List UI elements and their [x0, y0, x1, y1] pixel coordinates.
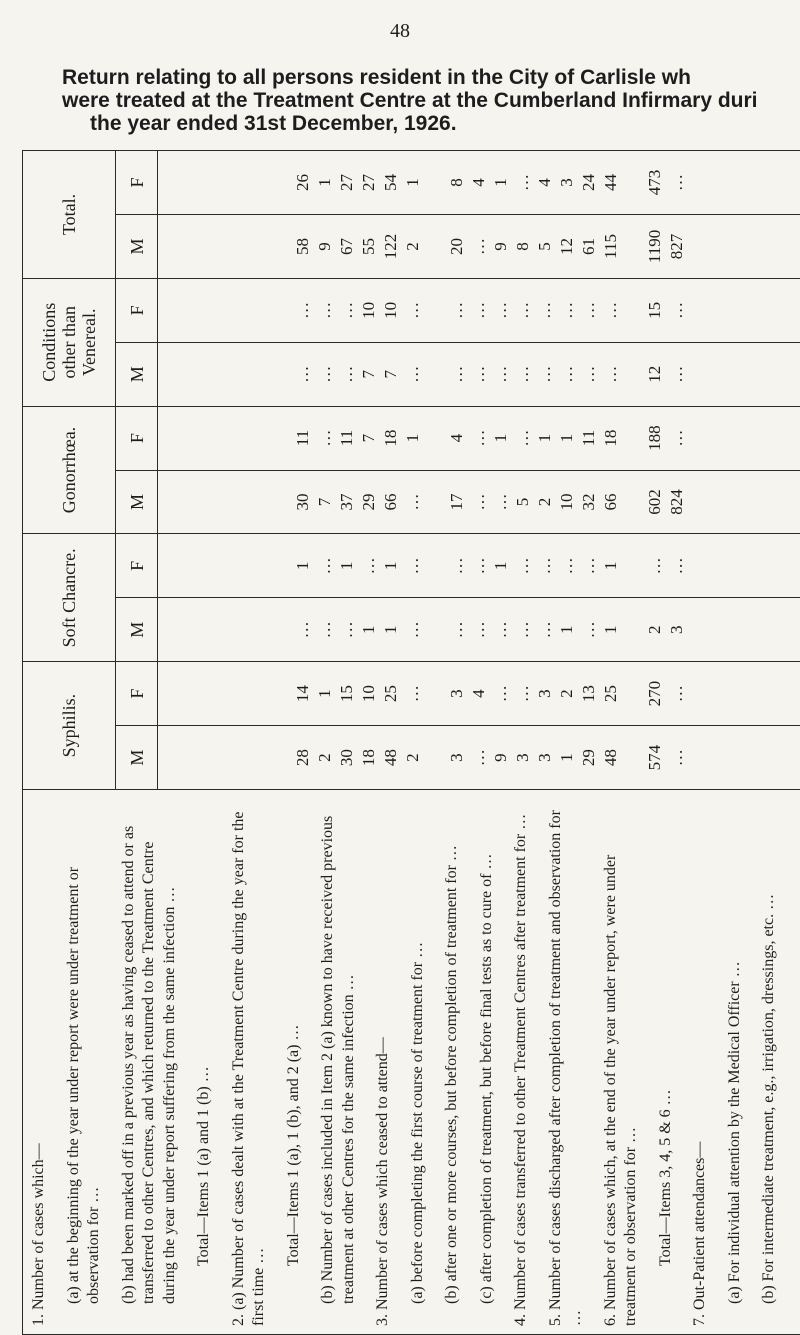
data-cell: 1 — [556, 411, 578, 466]
data-cell — [270, 155, 292, 210]
data-cell: … — [314, 283, 336, 338]
data-cell: … — [534, 283, 556, 338]
data-cell: … — [490, 347, 512, 402]
data-cell: … — [314, 602, 336, 657]
data-cell: 11 — [292, 411, 314, 466]
data-cell: 9 — [490, 219, 512, 274]
data-cell: … — [402, 475, 424, 530]
row-label: (a) For individual attention by the Medical Officer … — [725, 798, 746, 1326]
data-cell: … — [446, 538, 468, 593]
data-cell: … — [314, 538, 336, 593]
data-cell: 25 — [380, 666, 402, 721]
row-label: Total—Items 3, 4, 5 & 6 … — [656, 798, 677, 1326]
data-cell: … — [578, 602, 600, 657]
data-cell: 3 — [446, 730, 468, 785]
data-cell: 10 — [380, 283, 402, 338]
data-cell: … — [490, 283, 512, 338]
data-cell: … — [468, 730, 490, 785]
data-cell: … — [600, 283, 622, 338]
sex-header: M — [116, 470, 158, 534]
data-cell: 270 — [644, 666, 666, 721]
data-cell: 8 — [512, 219, 534, 274]
data-cell — [270, 666, 292, 721]
data-cell: 10 — [556, 475, 578, 530]
sex-header: F — [116, 151, 158, 215]
row-label: 6. Number of cases which, at the end of the year under report, were under treatment or observation for … — [601, 798, 642, 1326]
data-cell: 26 — [292, 155, 314, 210]
header-other-conditions: Conditions other than Venereal. — [23, 278, 116, 406]
data-cell: 2 — [556, 666, 578, 721]
data-cell — [270, 730, 292, 785]
data-cell — [622, 475, 644, 530]
data-cell: 4 — [468, 666, 490, 721]
data-cell: 3 — [446, 666, 468, 721]
data-cell: 1 — [380, 538, 402, 593]
data-cell: 7 — [380, 347, 402, 402]
sex-header: F — [116, 534, 158, 598]
data-cell: 54 — [380, 155, 402, 210]
data-cell: … — [336, 347, 358, 402]
data-cell: 14 — [292, 666, 314, 721]
data-cell: … — [336, 602, 358, 657]
data-cell: 1 — [292, 538, 314, 593]
data-cell: … — [314, 411, 336, 466]
data-cell — [424, 219, 446, 274]
data-column — [158, 726, 800, 790]
data-cell: 2 — [402, 219, 424, 274]
data-cell: 1 — [490, 155, 512, 210]
data-cell: 7 — [358, 411, 380, 466]
data-cell: … — [666, 347, 688, 402]
data-cell: 18 — [600, 411, 622, 466]
data-cell: 13 — [578, 666, 600, 721]
data-column — [158, 151, 800, 215]
header-gonorrhoea: Gonorrhœa. — [23, 406, 116, 534]
data-cell: … — [578, 283, 600, 338]
data-cell: 1 — [600, 602, 622, 657]
data-cell: … — [314, 347, 336, 402]
data-cell: 61 — [578, 219, 600, 274]
data-cell: 29 — [358, 475, 380, 530]
title-line-1: Return relating to all persons resident in the City of Carlisle wh — [62, 66, 792, 89]
page-title — [62, 66, 792, 135]
data-cell: … — [402, 602, 424, 657]
data-cell: 24 — [578, 155, 600, 210]
data-cell: … — [468, 283, 490, 338]
data-cell: 1 — [600, 538, 622, 593]
data-cell: 48 — [380, 730, 402, 785]
data-cell: … — [402, 666, 424, 721]
data-cell: 25 — [600, 666, 622, 721]
data-column — [158, 470, 800, 534]
data-column — [158, 278, 800, 342]
data-cell: … — [512, 666, 534, 721]
data-cell: 473 — [644, 155, 666, 210]
data-cell: … — [402, 347, 424, 402]
data-cell: 30 — [292, 475, 314, 530]
data-cell: 7 — [358, 347, 380, 402]
data-cell: 2 — [644, 602, 666, 657]
data-cell — [270, 283, 292, 338]
data-cell: 2 — [402, 730, 424, 785]
data-cell: 1 — [534, 411, 556, 466]
row-label: (a) before completing the first course of treatment for … — [408, 798, 429, 1326]
data-cell: … — [578, 538, 600, 593]
data-cell — [270, 475, 292, 530]
sex-header: M — [116, 726, 158, 790]
row-label: 3. Number of cases which ceased to attend— — [373, 798, 394, 1326]
data-cell — [270, 347, 292, 402]
data-cell: … — [336, 283, 358, 338]
data-cell: 37 — [336, 475, 358, 530]
data-column — [158, 662, 800, 726]
row-label: Total—Items 1 (a), 1 (b), and 2 (a) … — [284, 798, 305, 1326]
data-cell — [622, 666, 644, 721]
data-cell — [622, 219, 644, 274]
data-cell: 55 — [358, 219, 380, 274]
data-cell: 18 — [380, 411, 402, 466]
data-cell: … — [578, 347, 600, 402]
data-cell: 122 — [380, 219, 402, 274]
data-cell — [424, 347, 446, 402]
data-column — [158, 342, 800, 406]
data-cell: 67 — [336, 219, 358, 274]
row-label: (b) Number of cases included in Item 2 (a) known to have received previous treatment at other Centres for the same infection … — [318, 798, 359, 1326]
data-cell — [622, 602, 644, 657]
data-cell: 15 — [644, 283, 666, 338]
row-label: (a) at the beginning of the year under report were under treatment or observation for … — [64, 798, 105, 1326]
data-cell: 28 — [292, 730, 314, 785]
sex-header: M — [116, 598, 158, 662]
rotated-return-table — [22, 150, 722, 1335]
title-line-3: the year ended 31st December, 1926. — [62, 112, 792, 135]
data-cell: … — [600, 347, 622, 402]
data-cell — [424, 283, 446, 338]
data-cell: 3 — [556, 155, 578, 210]
return-table — [22, 150, 800, 1335]
data-cell — [424, 666, 446, 721]
header-soft-chancre: Soft Chancre. — [23, 534, 116, 662]
data-cell: … — [358, 538, 380, 593]
data-cell — [622, 411, 644, 466]
data-cell: … — [512, 283, 534, 338]
data-column — [158, 214, 800, 278]
data-cell: 20 — [446, 219, 468, 274]
data-cell: … — [292, 283, 314, 338]
data-cell: 15 — [336, 666, 358, 721]
data-cell: … — [292, 347, 314, 402]
row-label: (c) after completion of treatment, but before final tests as to cure of … — [477, 798, 498, 1326]
data-cell: 9 — [314, 219, 336, 274]
data-cell: 5 — [512, 475, 534, 530]
data-cell: 58 — [292, 219, 314, 274]
data-cell: … — [468, 411, 490, 466]
data-cell: … — [512, 411, 534, 466]
data-cell: … — [666, 730, 688, 785]
data-cell: 824 — [666, 475, 688, 530]
data-cell: 1 — [336, 538, 358, 593]
data-cell: 12 — [556, 219, 578, 274]
data-cell: 5 — [534, 219, 556, 274]
row-label: (b) after one or more courses, but before completion of treatment for … — [442, 798, 463, 1326]
data-cell: 1 — [314, 666, 336, 721]
data-cell: 3 — [666, 602, 688, 657]
data-cell: … — [666, 666, 688, 721]
data-cell: … — [468, 602, 490, 657]
data-cell: 30 — [336, 730, 358, 785]
data-cell: 1 — [490, 411, 512, 466]
row-descriptions — [23, 790, 800, 1335]
data-cell — [270, 538, 292, 593]
row-label: 4. Number of cases transferred to other Treatment Centres after treatment for … — [511, 798, 532, 1326]
data-cell: 1 — [314, 155, 336, 210]
data-cell: 66 — [380, 475, 402, 530]
data-cell — [622, 283, 644, 338]
data-cell: 1 — [556, 730, 578, 785]
data-cell: … — [468, 475, 490, 530]
data-cell — [622, 730, 644, 785]
data-cell — [424, 538, 446, 593]
data-cell: … — [468, 538, 490, 593]
data-cell: 4 — [534, 155, 556, 210]
data-cell: 48 — [600, 730, 622, 785]
data-cell: 10 — [358, 666, 380, 721]
data-cell: 1 — [556, 602, 578, 657]
data-cell: 188 — [644, 411, 666, 466]
data-cell: 1 — [402, 411, 424, 466]
data-cell: 12 — [644, 347, 666, 402]
data-cell: … — [556, 283, 578, 338]
data-cell: 17 — [446, 475, 468, 530]
sex-header: F — [116, 278, 158, 342]
data-cell: 27 — [358, 155, 380, 210]
data-cell: … — [666, 155, 688, 210]
sex-header: F — [116, 662, 158, 726]
data-cell: 3 — [534, 666, 556, 721]
row-label: 5. Number of cases discharged after completion of treatment and observation for … — [546, 798, 587, 1326]
data-cell: … — [666, 411, 688, 466]
data-cell: 827 — [666, 219, 688, 274]
data-column — [158, 598, 800, 662]
data-cell: 115 — [600, 219, 622, 274]
data-cell: … — [512, 155, 534, 210]
data-cell: … — [292, 602, 314, 657]
title-line-2: were treated at the Treatment Centre at the Cumberland Infirmary duri — [62, 89, 792, 112]
data-cell: 44 — [600, 155, 622, 210]
data-column — [158, 406, 800, 470]
data-cell: … — [446, 283, 468, 338]
data-cell: … — [556, 347, 578, 402]
data-cell: … — [534, 602, 556, 657]
data-cell: … — [468, 347, 490, 402]
data-cell: … — [402, 538, 424, 593]
data-cell: … — [402, 283, 424, 338]
data-cell: 1190 — [644, 219, 666, 274]
data-cell: 3 — [512, 730, 534, 785]
data-cell — [424, 155, 446, 210]
header-total: Total. — [23, 151, 116, 279]
row-label: Total—Items 1 (a) and 1 (b) … — [194, 798, 215, 1326]
data-cell: 66 — [600, 475, 622, 530]
data-cell: 8 — [446, 155, 468, 210]
row-label: (b) For intermediate treatment, e.g., irrigation, dressings, etc. … — [759, 798, 780, 1326]
row-label: 1. Number of cases which— — [29, 798, 50, 1326]
data-cell — [424, 475, 446, 530]
data-cell: 29 — [578, 730, 600, 785]
header-syphilis: Syphilis. — [23, 662, 116, 790]
data-cell: … — [446, 347, 468, 402]
row-label: 2. (a) Number of cases dealt with at the Treatment Centre during the year for the first time … — [229, 798, 270, 1326]
data-cell: … — [490, 475, 512, 530]
sex-header: M — [116, 214, 158, 278]
data-cell: 4 — [446, 411, 468, 466]
data-cell — [622, 155, 644, 210]
sex-header: M — [116, 342, 158, 406]
row-label: (b) had been marked off in a previous year as having ceased to attend or as transferred to other Centres, and which returned to the Treatment Centre during the year under report suffering from the same infection … — [119, 798, 181, 1326]
data-cell: 2 — [534, 475, 556, 530]
data-cell: … — [468, 219, 490, 274]
data-cell: … — [666, 283, 688, 338]
data-cell — [424, 411, 446, 466]
data-cell: 4 — [468, 155, 490, 210]
data-cell: … — [666, 538, 688, 593]
data-cell: 574 — [644, 730, 666, 785]
data-cell: 1 — [490, 538, 512, 593]
data-cell: 9 — [490, 730, 512, 785]
data-cell: … — [534, 347, 556, 402]
data-cell: 10 — [358, 283, 380, 338]
data-cell: 602 — [644, 475, 666, 530]
data-cell: … — [534, 538, 556, 593]
data-cell — [270, 602, 292, 657]
data-cell — [622, 347, 644, 402]
data-cell: 7 — [314, 475, 336, 530]
data-cell: … — [644, 538, 666, 593]
row-label: 7. Out-Patient attendances— — [690, 798, 711, 1326]
data-cell: … — [446, 602, 468, 657]
data-cell: 1 — [380, 602, 402, 657]
data-cell: … — [490, 602, 512, 657]
data-cell — [424, 730, 446, 785]
data-cell: 32 — [578, 475, 600, 530]
data-cell: … — [512, 347, 534, 402]
data-cell — [622, 538, 644, 593]
data-cell — [424, 602, 446, 657]
data-cell: 2 — [314, 730, 336, 785]
data-cell: 11 — [336, 411, 358, 466]
sex-header: F — [116, 406, 158, 470]
data-cell: 27 — [336, 155, 358, 210]
data-cell: 3 — [534, 730, 556, 785]
data-cell — [270, 219, 292, 274]
data-cell: 18 — [358, 730, 380, 785]
data-column — [158, 534, 800, 598]
data-cell: … — [490, 666, 512, 721]
data-cell: … — [512, 602, 534, 657]
data-cell: 11 — [578, 411, 600, 466]
page-number: 48 — [0, 20, 800, 43]
data-cell — [270, 411, 292, 466]
data-cell: 1 — [358, 602, 380, 657]
data-cell: … — [512, 538, 534, 593]
data-cell: … — [556, 538, 578, 593]
data-cell: 1 — [402, 155, 424, 210]
